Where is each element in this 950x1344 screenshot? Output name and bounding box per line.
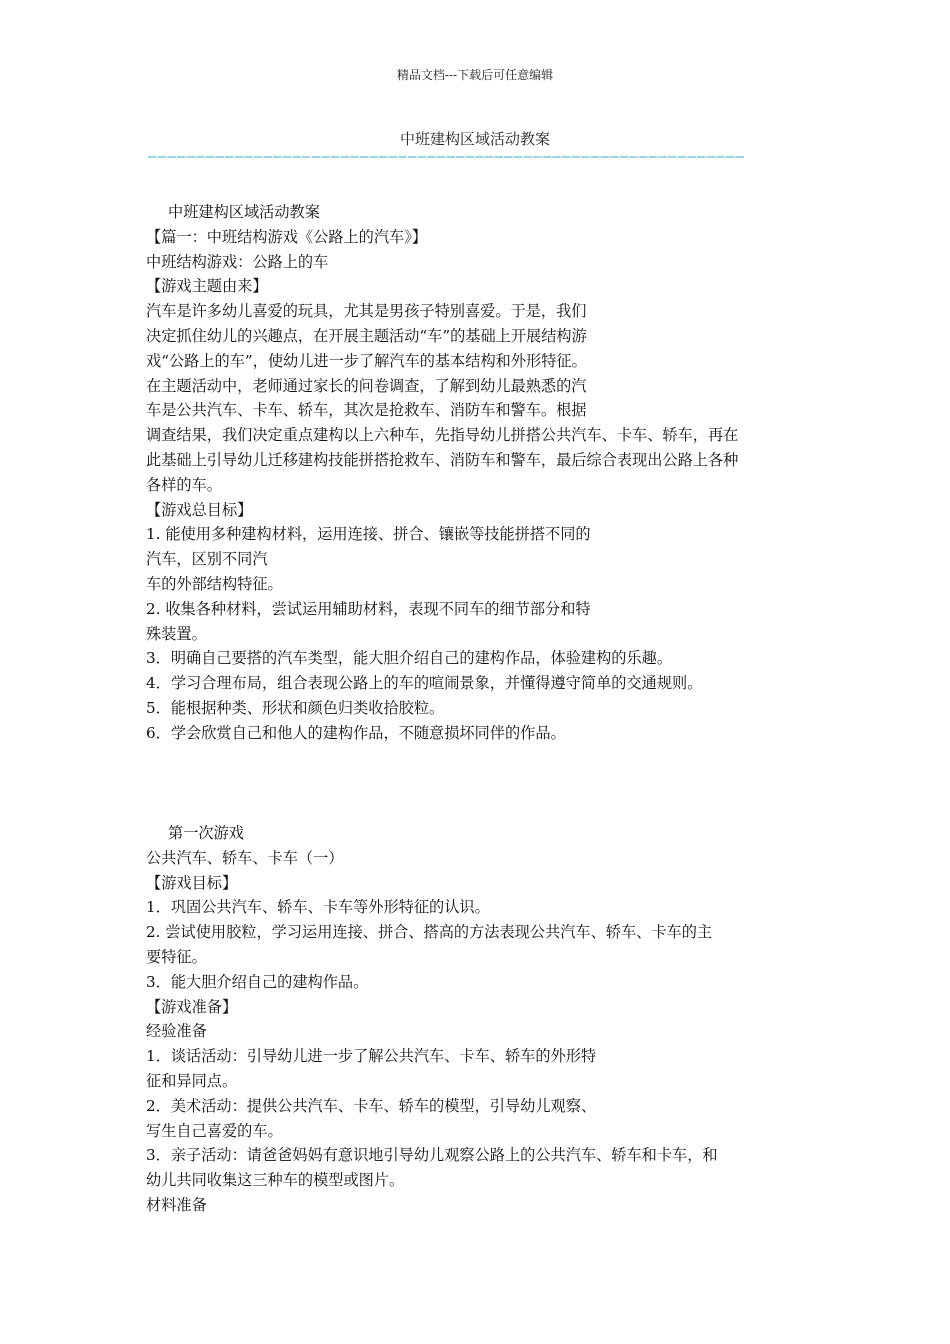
paragraph-line: 【篇一：中班结构游戏《公路上的汽车》】	[146, 227, 427, 246]
paragraph-line: 5．能根据种类、形状和颜色归类收拾胶粒。	[146, 698, 445, 717]
paragraph-line: 殊装置。	[146, 624, 207, 643]
paragraph-line: 调查结果，我们决定重点建构以上六种车，先指导幼儿拼搭公共汽车、卡车、轿车，再在	[146, 426, 739, 445]
paragraph-line: 在主题活动中，老师通过家长的问卷调查，了解到幼儿最熟悉的汽	[146, 376, 587, 395]
header-note: 精品文档---下载后可任意编辑	[396, 68, 554, 82]
paragraph-line: 【游戏总目标】	[146, 500, 253, 519]
paragraph-line: 【游戏准备】	[146, 997, 238, 1016]
paragraph-line: 幼儿共同收集这三种车的模型或图片。	[146, 1171, 405, 1190]
paragraph-line: 决定抓住幼儿的兴趣点，在开展主题活动“车”的基础上开展结构游	[146, 326, 587, 345]
paragraph-line: 【游戏主题由来】	[146, 277, 268, 296]
title-divider: ——————————————————————————————————————————————————————————————	[148, 150, 745, 164]
paragraph-line: 戏“公路上的车”，使幼儿进一步了解汽车的基本结构和外形特征。	[146, 351, 587, 370]
paragraph-line: 材料准备	[146, 1195, 207, 1214]
paragraph-line: 经验准备	[146, 1022, 207, 1041]
paragraph-line: 各样的车。	[146, 475, 222, 494]
paragraph-line: 1．谈话活动：引导幼儿进一步了解公共汽车、卡车、轿车的外形特	[146, 1047, 597, 1066]
paragraph-line: 征和异同点。	[146, 1071, 238, 1090]
paragraph-line: 3．明确自己要搭的汽车类型，能大胆介绍自己的建构作品，体验建构的乐趣。	[146, 649, 673, 668]
paragraph-line: 写生自己喜爱的车。	[146, 1121, 283, 1140]
document-title: 中班建构区域活动教案	[399, 130, 550, 148]
section-two	[146, 821, 826, 1218]
paragraph-line: 要特征。	[146, 947, 207, 966]
paragraph-line: 2. 收集各种材料，尝试运用辅助材料，表现不同车的细节部分和特	[146, 599, 591, 618]
paragraph-line: 此基础上引导幼儿迁移建构技能拼搭抢救车、消防车和警车，最后综合表现出公路上各种	[146, 450, 739, 469]
paragraph-line: 汽车，区别不同汽	[146, 550, 268, 569]
paragraph-line: 车的外部结构特征。	[146, 574, 283, 593]
paragraph-line: 6．学会欣赏自己和他人的建构作品，不随意损坏同伴的作品。	[146, 723, 566, 742]
paragraph-line: 3．能大胆介绍自己的建构作品。	[146, 972, 369, 991]
paragraph-line: 2．美术活动：提供公共汽车、卡车、轿车的模型，引导幼儿观察、	[146, 1096, 597, 1115]
paragraph-line: 【游戏目标】	[146, 873, 238, 892]
paragraph-line: 1．巩固公共汽车、轿车、卡车等外形特征的认识。	[146, 898, 490, 917]
paragraph-line: 中班结构游戏：公路上的车	[146, 252, 329, 271]
paragraph-line: 4．学习合理布局，组合表现公路上的车的喧闹景象，并懂得遵守简单的交通规则。	[146, 674, 703, 693]
paragraph-line: 公共汽车、轿车、卡车（一）	[146, 848, 344, 867]
paragraph-line: 1. 能使用多种建构材料，运用连接、拼合、镶嵌等技能拼搭不同的	[146, 525, 591, 544]
paragraph-line: 中班建构区域活动教案	[168, 203, 320, 221]
paragraph-line: 2. 尝试使用胶粒，学习运用连接、拼合、搭高的方法表现公共汽车、轿车、卡车的主	[146, 923, 713, 942]
paragraph-line: 车是公共汽车、卡车、轿车，其次是抢救车、消防车和警车。根据	[146, 401, 587, 420]
paragraph-line: 第一次游戏	[168, 824, 244, 842]
paragraph-line: 3．亲子活动：请爸爸妈妈有意识地引导幼儿观察公路上的公共汽车、轿车和卡车，和	[146, 1146, 718, 1165]
section-one	[146, 200, 826, 746]
paragraph-line: 汽车是许多幼儿喜爱的玩具，尤其是男孩子特别喜爱。于是，我们	[146, 302, 587, 321]
